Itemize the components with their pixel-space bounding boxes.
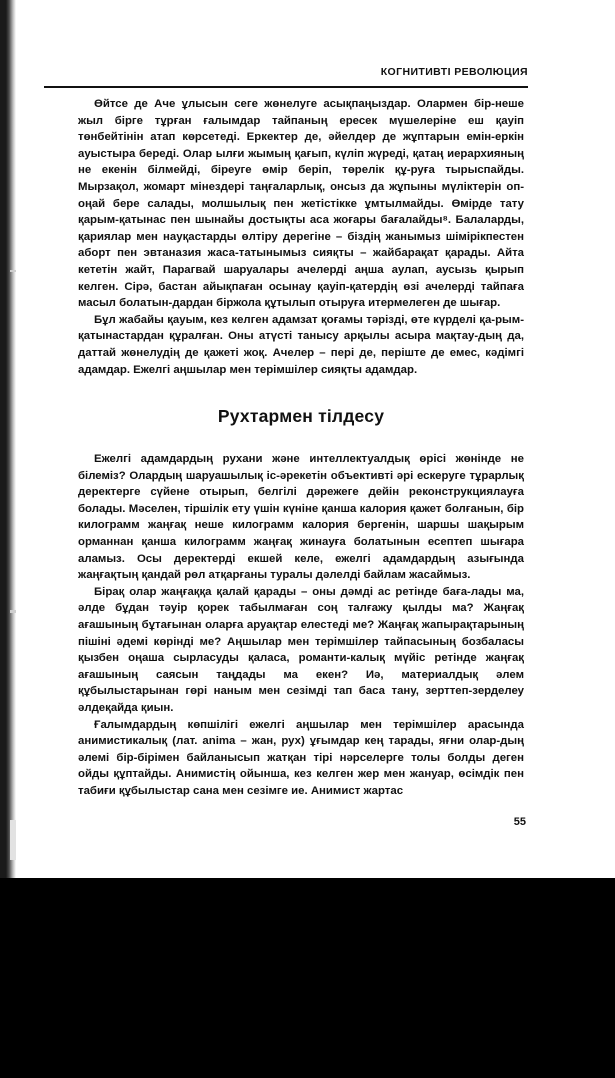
section-heading: Рухтармен тілдесу — [217, 406, 385, 427]
scan-speck — [10, 610, 16, 613]
section-paragraph-1: Ежелгі адамдардың рухани және интеллектуалдық өрісі жөнінде не білеміз? Олардың шаруашылық іс-әрекетін объективті әрі ескеруге тұрарлық деректерге сүйене отырып, белгілі дәрежеге дейін реконструкциялауға болады. Мәселен, тіршілік ету үшін күніне қанша калория қажет болғанын, бір килограмм жаңғақ неше килограмм калория бергенін, шаршы шақырым орманнан қанша килограмм жаңғақ жинауға болатынын есептеп шығара аламыз. Осы деректерді екшей келе, ежелгі адамдардың азығында жаңғақтың қандай рөл атқарғаны туралы дәлелді байлам жасаймыз. — [78, 453, 524, 582]
running-title: КОГНИТИВТІ РЕВОЛЮЦИЯ — [380, 66, 528, 78]
section-paragraph-2: Бірақ олар жаңғаққа қалай қарады – оны дәмді ас ретінде баға-лады ма, әлде бұдан тәуір қорек табылмаған соң талғажу қылды ма? Жаңғақ ағашының бұтағынан оларға аруақтар елестеді ме? Жаңғақ жапырақтарының пішіні әдемі көрінді ме? Аңшылар мен терімшілер тайпасының бозбаласы қызбен оңаша сырласуды қаласа, романти-калық мүйіс ретінде жаңғақ ағашының саясын таңдады ма екен? Иә, материалдық әлем құбылыстарынан гөрі наным мен сезімді тап баса тану, зерттеп-зерделеу әлдеқайда қиын. — [78, 585, 524, 714]
intro-paragraph-1: Өйтсе де Аче ұлысын сеге жөнелуге асықпаңыздар. Олармен бір-неше жыл бірге тұрған ғалымдар тайпаның ересек мүшелеріне еш қауіп төнбейтінін атап көрсетеді. Еркектер де, әйелдер де жұптарын емін-еркін ауыстыра береді. Олар ылғи жымың қағып, күліп жүреді, қатаң иерархияның не екенін білмейді, біреуге өмір беріп, төрелік құ-руға тырыспайды. Мырзақол, жомарт мінездері таңғаларлық, онсыз да жұпыны мүліктерін оп-оңай бере салады, молшылық пен жетістікке ұмтылмайды. Өмірде тату қарым-қатынас пен шынайы достықты аса жоғары бағалайды⁸. Балаларды, қариялар мен науқастарды өлтіру дерегіне – біздің жанымыз шімірікпестен аборт пен эвтаназия жаса-татынымыз сияқты – жайбарақат қарады. Айта кететін жайт, Парагвай шаруалары ачелерді аңша аулап, аусызь қырып келген. Сірә, бастан айықпаған осынау қауіп-қатердің өзі ачелерді тайпаға масыл болатын-дардан біржола құтылып отыруға итермелеген де шығар. — [78, 98, 524, 310]
scan-black-band — [0, 878, 615, 1078]
page-header — [44, 64, 528, 88]
scan-speck — [10, 270, 16, 272]
scan-speck — [10, 820, 16, 860]
page-number: 55 — [513, 816, 526, 828]
section-paragraph-3: Ғалымдардың көпшілігі ежелгі аңшылар мен терімшілер арасында анимистикалық (лат. anima – жан, рух) ұғымдар кең тарады, яғни олар-дың әлемі бір-бірімен байланысып жатқан тірі нәрселерге толы болды деген ойды құптайды. Анимистің ойынша, кез келген жер мен жануар, өсімдік пен табиғи құбылыстар сана мен сезімге ие. Анимист жартас — [78, 718, 524, 797]
intro-paragraph-2: Бұл жабайы қауым, кез келген адамзат қоғамы тәрізді, өте күрделі қа-рым-қатынастардан құралған. Оны атүсті танысу арқылы асыра мақтау-дың да, даттай жөнелудің де қажеті жоқ. Ачелер – пері де, періште де емес, кәдімгі адамдар. Ежелгі аңшылар мен терімшілер сияқты адамдар. — [78, 313, 524, 376]
page-body — [78, 96, 524, 800]
